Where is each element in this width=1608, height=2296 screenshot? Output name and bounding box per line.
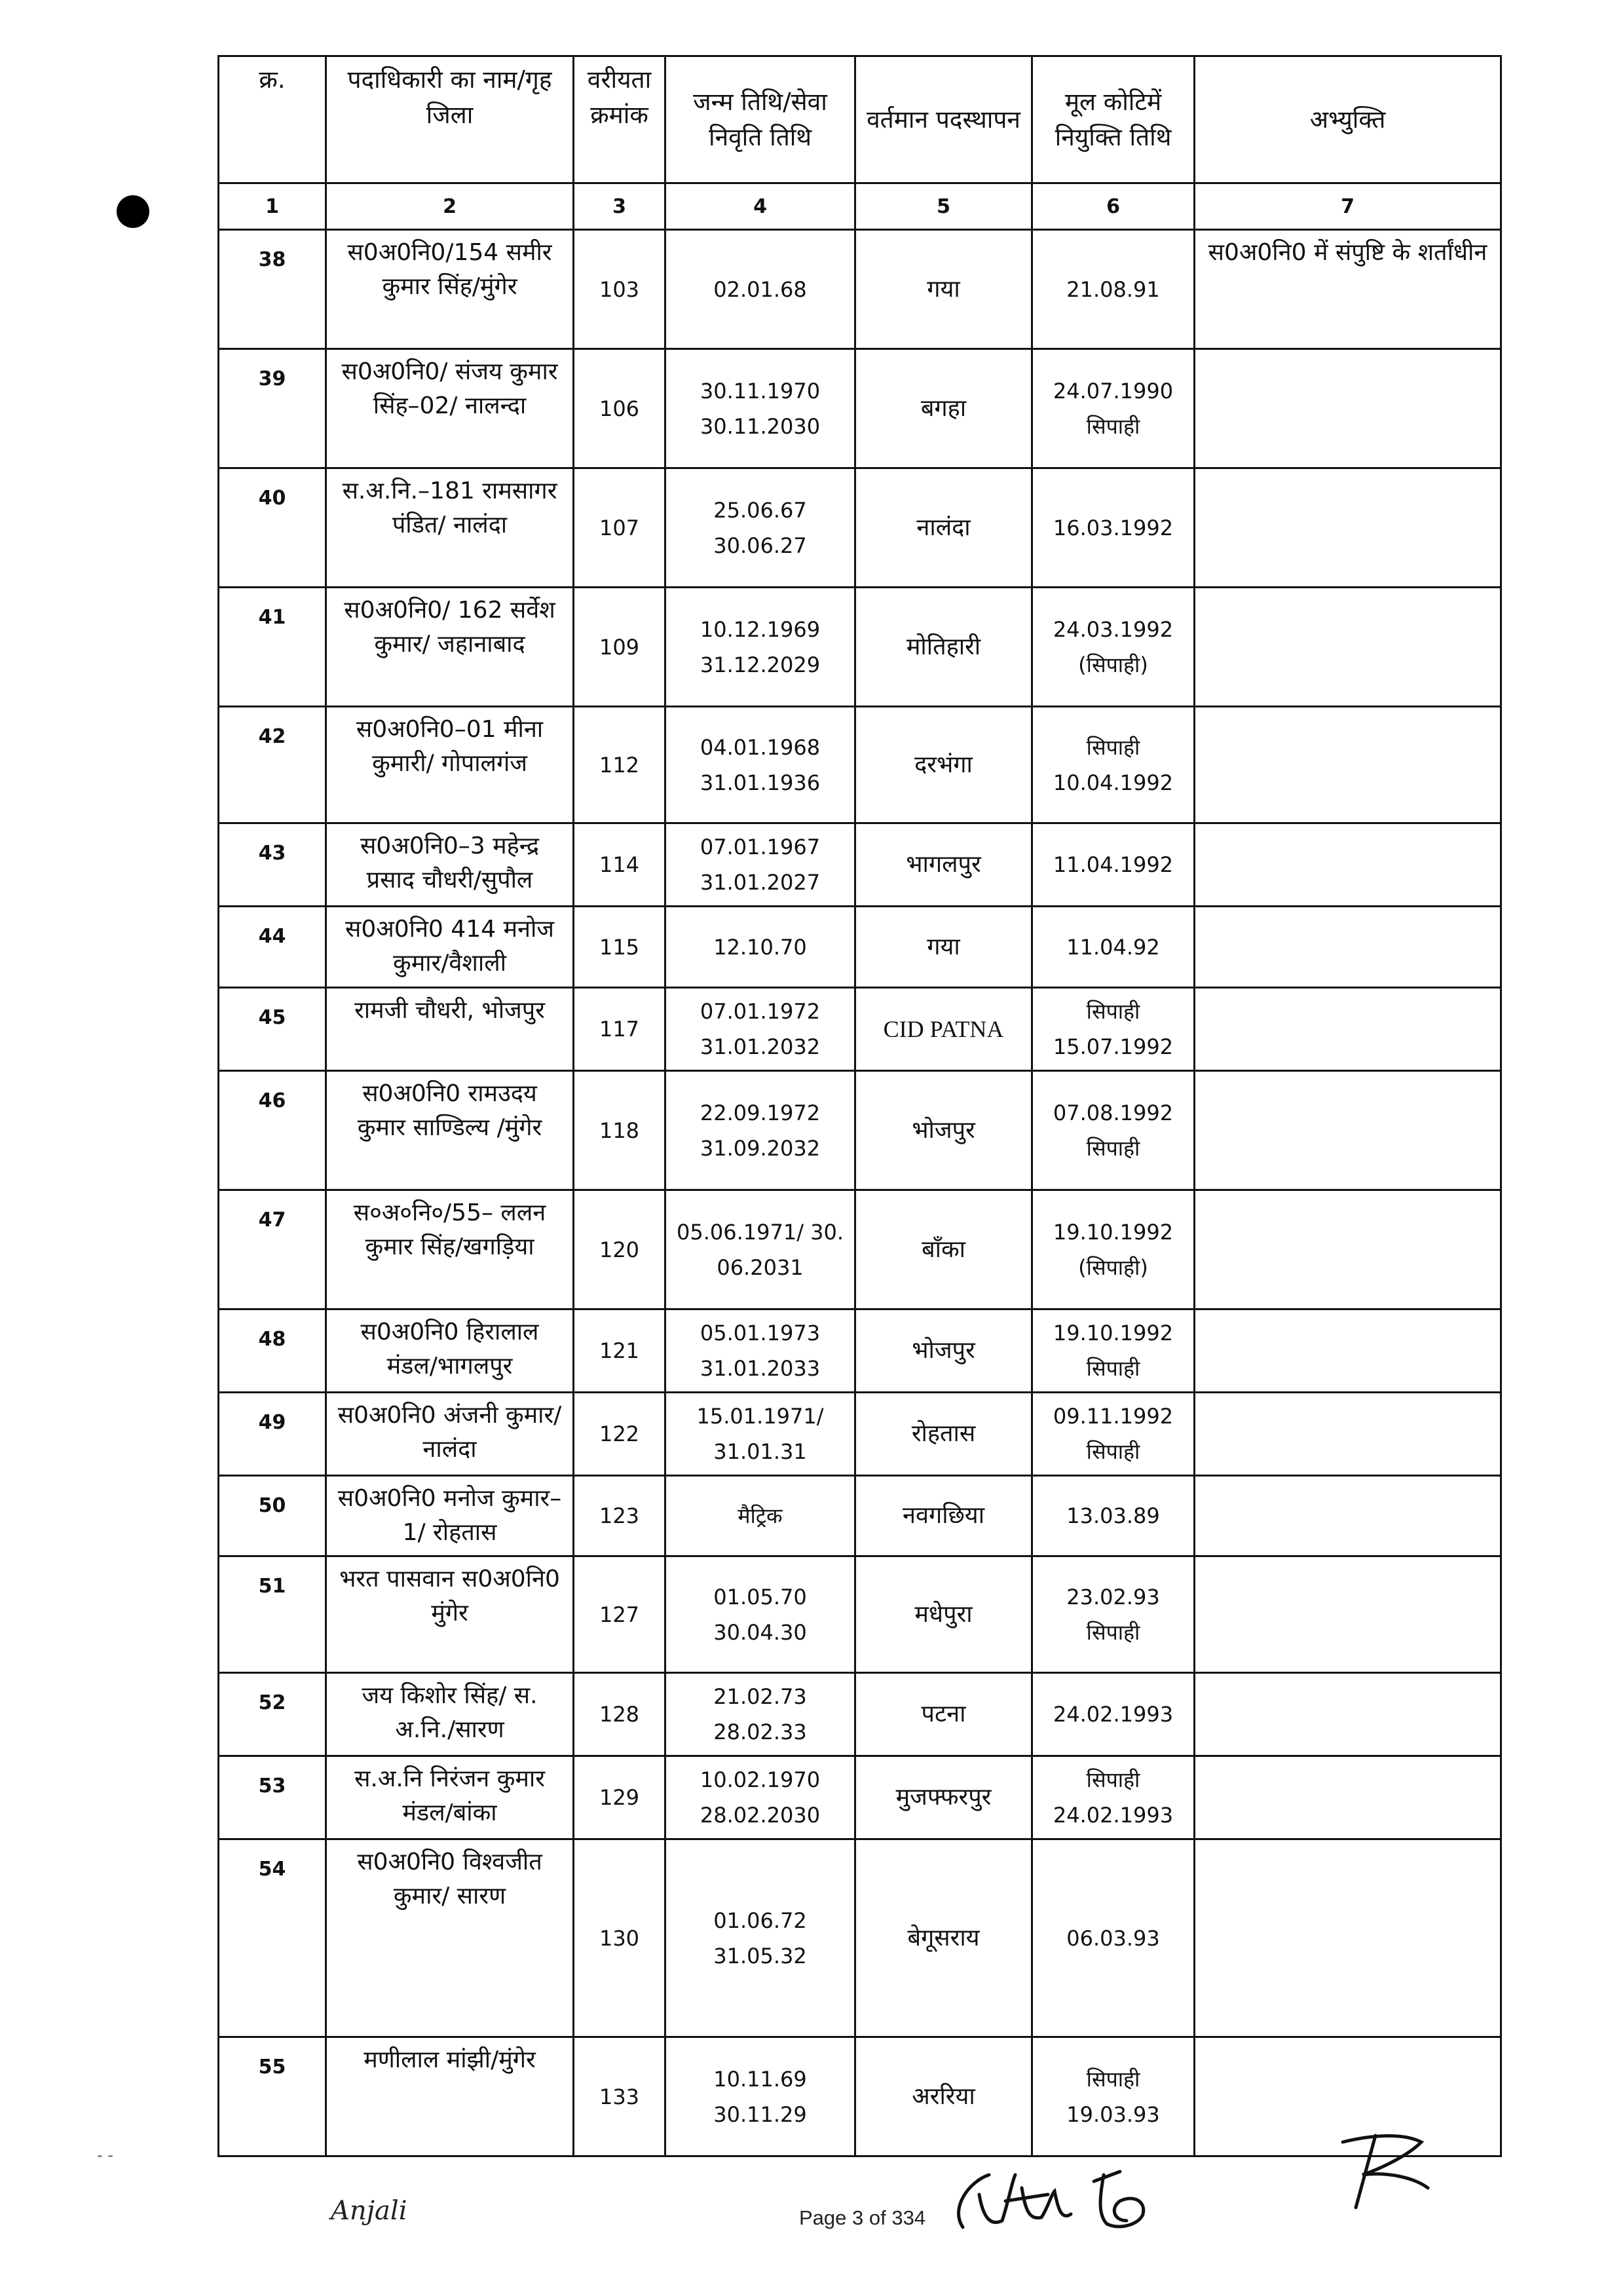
column-number-row: [219, 183, 1501, 230]
dates-cell-line: 07.01.1967: [700, 835, 821, 859]
table-row: [219, 2037, 1501, 2156]
dates-cell-line: 21.02.73: [713, 1684, 807, 1709]
appointment-cell: [1032, 468, 1195, 588]
appointment-cell: [1032, 1556, 1195, 1673]
remark-cell: [1195, 1190, 1501, 1309]
remark-cell: [1195, 988, 1501, 1071]
seniority-cell: 121: [574, 1309, 665, 1393]
posting-cell: मुजफ्फरपुर: [855, 1756, 1032, 1839]
dates-cell-line: 01.06.72: [713, 1908, 807, 1933]
col-header-serial: क्र.: [219, 56, 326, 183]
posting-cell: गया: [855, 230, 1032, 349]
appointment-cell: [1032, 988, 1195, 1071]
serial-cell: 50: [219, 1476, 326, 1556]
dates-cell-line: 15.01.1971/: [696, 1404, 824, 1429]
appointment-cell: [1032, 707, 1195, 823]
appointment-cell: [1032, 1309, 1195, 1393]
posting-cell: गया: [855, 907, 1032, 988]
appointment-cell: [1032, 588, 1195, 707]
serial-cell: 43: [219, 823, 326, 907]
name-cell: स0अ0नि0/ 162 सर्वेश कुमार/ जहानाबाद: [326, 588, 574, 707]
seniority-cell: 114: [574, 823, 665, 907]
appointment-cell-line: 09.11.1992: [1053, 1404, 1174, 1429]
serial-cell: 46: [219, 1071, 326, 1190]
seniority-cell: 118: [574, 1071, 665, 1190]
table-row: [219, 1393, 1501, 1476]
seniority-cell: 103: [574, 230, 665, 349]
appointment-cell-line: 16.03.1992: [1053, 515, 1174, 540]
dates-cell-line: 28.02.33: [713, 1720, 807, 1744]
appointment-cell: [1032, 823, 1195, 907]
dates-cell-line: 31.12.2029: [700, 652, 821, 677]
appointment-cell-line: 23.02.93: [1066, 1584, 1160, 1609]
dates-cell-line: 25.06.67: [713, 497, 807, 523]
name-cell: भरत पासवान स0अ0नि0 मुंगेर: [326, 1556, 574, 1673]
header-row: [219, 56, 1501, 183]
remark-cell: [1195, 1476, 1501, 1556]
appointment-cell-line: 15.07.1992: [1053, 1034, 1174, 1059]
table-row: [219, 823, 1501, 907]
appointment-cell: [1032, 1756, 1195, 1839]
name-cell: स0अ0नि0 मनोज कुमार–1/ रोहतास: [326, 1476, 574, 1556]
appointment-cell: [1032, 230, 1195, 349]
signature-center: [943, 2155, 1166, 2247]
appointment-cell-line: सिपाही: [1086, 999, 1140, 1024]
appointment-cell: [1032, 1190, 1195, 1309]
table-row: [219, 1673, 1501, 1756]
serial-cell: 42: [219, 707, 326, 823]
col-number: 3: [574, 183, 665, 230]
col-number: 1: [219, 183, 326, 230]
serial-cell: 51: [219, 1556, 326, 1673]
dates-cell-line: 31.09.2032: [700, 1135, 821, 1161]
col-number: 6: [1032, 183, 1195, 230]
dates-cell-line: मैट्रिक: [738, 1503, 783, 1528]
dates-cell-line: 30.11.2030: [700, 413, 821, 439]
remark-cell: [1195, 707, 1501, 823]
table-row: [219, 468, 1501, 588]
seniority-cell: 109: [574, 588, 665, 707]
margin-mark: - -: [97, 2146, 113, 2164]
table-row: [219, 230, 1501, 349]
appointment-cell-line: सिपाही: [1086, 1439, 1140, 1464]
remark-cell: [1195, 1071, 1501, 1190]
appointment-cell-line: 11.04.92: [1066, 934, 1160, 960]
posting-cell: CID PATNA: [855, 988, 1032, 1071]
col-number: 7: [1195, 183, 1501, 230]
appointment-cell-line: 24.02.1993: [1053, 1702, 1174, 1727]
table-row: [219, 1756, 1501, 1839]
dates-cell-line: 22.09.1972: [700, 1100, 821, 1125]
dates-cell-line: 05.01.1973: [700, 1321, 821, 1346]
posting-cell: बाँका: [855, 1190, 1032, 1309]
dates-cell-line: 31.01.2027: [700, 870, 821, 895]
serial-cell: 41: [219, 588, 326, 707]
serial-cell: 45: [219, 988, 326, 1071]
dates-cell: [665, 588, 855, 707]
remark-cell: [1195, 1393, 1501, 1476]
dates-cell-line: 28.02.2030: [700, 1803, 821, 1828]
name-cell: जय किशोर सिंह/ स. अ.नि./सारण: [326, 1673, 574, 1756]
serial-cell: 55: [219, 2037, 326, 2156]
appointment-cell: [1032, 349, 1195, 468]
serial-cell: 52: [219, 1673, 326, 1756]
name-cell: स.अ.नि निरंजन कुमार मंडल/बांका: [326, 1756, 574, 1839]
serial-cell: 47: [219, 1190, 326, 1309]
posting-cell: बगहा: [855, 349, 1032, 468]
dates-cell: [665, 349, 855, 468]
appointment-cell: [1032, 1071, 1195, 1190]
appointment-cell: [1032, 1393, 1195, 1476]
remark-cell: स0अ0नि0 में संपुष्टि के शर्तांधीन: [1195, 230, 1501, 349]
table-row: [219, 988, 1501, 1071]
appointment-cell-line: सिपाही: [1086, 1135, 1140, 1161]
posting-cell: भोजपुर: [855, 1309, 1032, 1393]
remark-cell: [1195, 1756, 1501, 1839]
table-row: [219, 1556, 1501, 1673]
col-header-posting: वर्तमान पदस्थापन: [855, 56, 1032, 183]
appointment-cell-line: (सिपाही): [1078, 652, 1148, 677]
dates-cell: [665, 1556, 855, 1673]
appointment-cell: [1032, 1673, 1195, 1756]
col-number: 2: [326, 183, 574, 230]
remark-cell: [1195, 1839, 1501, 2037]
posting-cell: दरभंगा: [855, 707, 1032, 823]
table-row: [219, 707, 1501, 823]
dates-cell-line: 06.2031: [717, 1254, 804, 1280]
dates-cell-line: 05.06.1971/ 30.: [676, 1219, 844, 1245]
seniority-cell: 123: [574, 1476, 665, 1556]
table-row: [219, 907, 1501, 988]
dates-cell-line: 10.12.1969: [700, 616, 821, 642]
remark-cell: [1195, 823, 1501, 907]
serial-cell: 54: [219, 1839, 326, 2037]
serial-cell: 39: [219, 349, 326, 468]
table-row: [219, 349, 1501, 468]
seniority-cell: 127: [574, 1556, 665, 1673]
dates-cell-line: 31.01.1936: [700, 770, 821, 795]
name-cell: स.अ.नि.–181 रामसागर पंडित/ नालंदा: [326, 468, 574, 588]
dates-cell-line: 10.02.1970: [700, 1767, 821, 1792]
seniority-cell: 117: [574, 988, 665, 1071]
table-row: [219, 1476, 1501, 1556]
appointment-cell: [1032, 2037, 1195, 2156]
dates-cell: [665, 1839, 855, 2037]
dates-cell-line: 31.05.32: [713, 1943, 807, 1968]
dates-cell: [665, 1071, 855, 1190]
appointment-cell-line: 19.10.1992: [1053, 1321, 1174, 1346]
name-cell: मणीलाल मांझी/मुंगेर: [326, 2037, 574, 2156]
appointment-cell-line: 24.03.1992: [1053, 616, 1174, 642]
dates-cell-line: 07.01.1972: [700, 999, 821, 1024]
name-cell: स०अ०नि०/55– ललन कुमार सिंह/खगड़िया: [326, 1190, 574, 1309]
appointment-cell-line: सिपाही: [1086, 413, 1140, 439]
appointment-cell-line: 10.04.1992: [1053, 770, 1174, 795]
serial-cell: 53: [219, 1756, 326, 1839]
appointment-cell-line: 24.02.1993: [1053, 1803, 1174, 1828]
seniority-cell: 128: [574, 1673, 665, 1756]
posting-cell: बेगूसराय: [855, 1839, 1032, 2037]
dates-cell: [665, 468, 855, 588]
table-row: [219, 1190, 1501, 1309]
remark-cell: [1195, 1309, 1501, 1393]
dates-cell: [665, 2037, 855, 2156]
name-cell: स0अ0नि0–3 महेन्द्र प्रसाद चौधरी/सुपौल: [326, 823, 574, 907]
posting-cell: नवगछिया: [855, 1476, 1032, 1556]
appointment-cell-line: 21.08.91: [1066, 276, 1160, 302]
serial-cell: 38: [219, 230, 326, 349]
dates-cell-line: 30.11.1970: [700, 378, 821, 404]
dates-cell: [665, 1393, 855, 1476]
appointment-cell-line: सिपाही: [1086, 734, 1140, 760]
appointment-cell-line: 24.07.1990: [1053, 378, 1174, 404]
dates-cell-line: 30.04.30: [713, 1619, 807, 1645]
seniority-cell: 120: [574, 1190, 665, 1309]
name-cell: स0अ0नि0/ संजय कुमार सिंह–02/ नालन्दा: [326, 349, 574, 468]
dates-cell: [665, 988, 855, 1071]
appointment-cell: [1032, 1476, 1195, 1556]
seniority-cell: 122: [574, 1393, 665, 1476]
dates-cell-line: 12.10.70: [713, 934, 807, 960]
table-body: [219, 230, 1501, 2156]
name-cell: स0अ0नि0/154 समीर कुमार सिंह/मुंगेर: [326, 230, 574, 349]
name-cell: स0अ0नि0 रामउदय कुमार साण्डिल्य /मुंगेर: [326, 1071, 574, 1190]
page-number: Page 3 of 334: [799, 2206, 926, 2229]
appointment-cell-line: 06.03.93: [1066, 1925, 1160, 1951]
name-cell: स0अ0नि0 अंजनी कुमार/नालंदा: [326, 1393, 574, 1476]
appointment-cell-line: सिपाही: [1086, 1619, 1140, 1645]
serial-cell: 40: [219, 468, 326, 588]
seniority-cell: 106: [574, 349, 665, 468]
seniority-cell: 133: [574, 2037, 665, 2156]
appointment-cell-line: सिपाही: [1086, 1356, 1140, 1381]
table-row: [219, 1071, 1501, 1190]
posting-cell: नालंदा: [855, 468, 1032, 588]
name-cell: रामजी चौधरी, भोजपुर: [326, 988, 574, 1071]
remark-cell: [1195, 907, 1501, 988]
dates-cell: [665, 1756, 855, 1839]
col-number: 5: [855, 183, 1032, 230]
appointment-cell-line: 11.04.1992: [1053, 852, 1174, 877]
appointment-cell: [1032, 1839, 1195, 2037]
posting-cell: अररिया: [855, 2037, 1032, 2156]
col-header-dob: जन्म तिथि/सेवा निवृति तिथि: [665, 56, 855, 183]
name-cell: स0अ0नि0 विश्वजीत कुमार/ सारण: [326, 1839, 574, 2037]
remark-cell: [1195, 1556, 1501, 1673]
remark-cell: [1195, 468, 1501, 588]
posting-cell: मधेपुरा: [855, 1556, 1032, 1673]
seniority-cell: 115: [574, 907, 665, 988]
appointment-cell-line: 19.03.93: [1066, 2101, 1160, 2127]
bullet-dot: [117, 195, 149, 228]
signature-anjali: Anjali: [331, 2196, 407, 2226]
dates-cell-line: 30.06.27: [713, 533, 807, 558]
remark-cell: [1195, 1673, 1501, 1756]
serial-cell: 48: [219, 1309, 326, 1393]
table-row: [219, 1839, 1501, 2037]
serial-cell: 49: [219, 1393, 326, 1476]
dates-cell-line: 01.05.70: [713, 1584, 807, 1609]
appointment-cell-line: (सिपाही): [1078, 1254, 1148, 1280]
serial-cell: 44: [219, 907, 326, 988]
appointment-cell-line: सिपाही: [1086, 1767, 1140, 1792]
seniority-cell: 112: [574, 707, 665, 823]
appointment-cell-line: 13.03.89: [1066, 1503, 1160, 1528]
appointment-cell-line: 07.08.1992: [1053, 1100, 1174, 1125]
seniority-cell: 130: [574, 1839, 665, 2037]
dates-cell-line: 31.01.31: [713, 1439, 807, 1464]
appointment-cell-line: सिपाही: [1086, 2066, 1140, 2092]
posting-cell: भागलपुर: [855, 823, 1032, 907]
col-header-name: पदाधिकारी का नाम/गृह जिला: [326, 56, 574, 183]
seniority-cell: 107: [574, 468, 665, 588]
remark-cell: [1195, 588, 1501, 707]
dates-cell: [665, 707, 855, 823]
posting-cell: भोजपुर: [855, 1071, 1032, 1190]
col-header-remark: अभ्युक्ति: [1195, 56, 1501, 183]
dates-cell: [665, 823, 855, 907]
dates-cell-line: 10.11.69: [713, 2066, 807, 2092]
name-cell: स0अ0नि0 414 मनोज कुमार/वैशाली: [326, 907, 574, 988]
dates-cell-line: 31.01.2033: [700, 1356, 821, 1381]
col-header-appointment: मूल कोटिमें नियुक्ति तिथि: [1032, 56, 1195, 183]
dates-cell: [665, 230, 855, 349]
posting-cell: मोतिहारी: [855, 588, 1032, 707]
dates-cell: [665, 907, 855, 988]
appointment-cell: [1032, 907, 1195, 988]
col-number: 4: [665, 183, 855, 230]
seniority-cell: 129: [574, 1756, 665, 1839]
name-cell: स0अ0नि0–01 मीना कुमारी/ गोपालगंज: [326, 707, 574, 823]
dates-cell-line: 04.01.1968: [700, 734, 821, 760]
dates-cell-line: 31.01.2032: [700, 1034, 821, 1059]
col-header-seniority: वरीयता क्रमांक: [574, 56, 665, 183]
dates-cell: [665, 1309, 855, 1393]
dates-cell-line: 02.01.68: [713, 276, 807, 302]
table-row: [219, 588, 1501, 707]
dates-cell: [665, 1476, 855, 1556]
name-cell: स0अ0नि0 हिरालाल मंडल/भागलपुर: [326, 1309, 574, 1393]
dates-cell-line: 30.11.29: [713, 2101, 807, 2127]
signature-right: [1330, 2122, 1448, 2214]
remark-cell: [1195, 349, 1501, 468]
table-row: [219, 1309, 1501, 1393]
seniority-table: [217, 55, 1502, 2157]
dates-cell: [665, 1190, 855, 1309]
dates-cell: [665, 1673, 855, 1756]
posting-cell: रोहतास: [855, 1393, 1032, 1476]
appointment-cell-line: 19.10.1992: [1053, 1219, 1174, 1245]
posting-cell: पटना: [855, 1673, 1032, 1756]
